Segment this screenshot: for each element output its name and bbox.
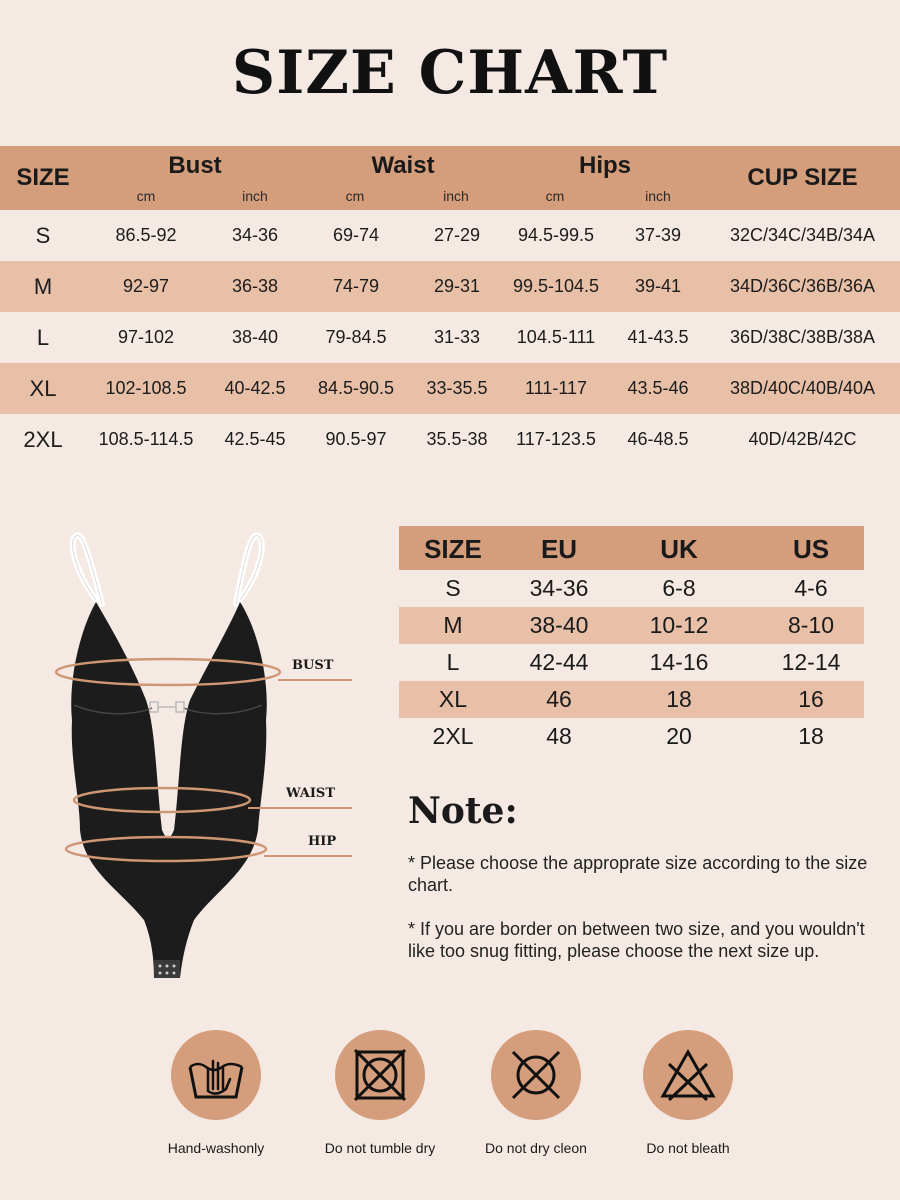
hips-cm-cell: 99.5-104.5 — [512, 276, 600, 296]
hips-cm-cell: 94.5-99.5 — [517, 225, 595, 245]
care-label: Do not dry cleon — [485, 1140, 587, 1156]
page-title: SIZE CHART — [231, 38, 669, 108]
waist-inch-cell: 33-35.5 — [426, 378, 488, 398]
conv-uk-cell: 14-16 — [649, 649, 709, 675]
waist-label: WAIST — [286, 786, 335, 801]
hips-cm-cell: 111-117 — [524, 378, 588, 398]
conversion-row — [399, 607, 864, 644]
conv-eu-cell: 38-40 — [529, 612, 589, 638]
hips-inch-cell: 41-43.5 — [627, 327, 689, 347]
conv-eu-cell: 34-36 — [529, 575, 589, 601]
header-unit: cm — [345, 188, 365, 204]
cup-size-cell: 36D/38C/38B/38A — [729, 327, 876, 347]
note-paragraph: * If you are border on between two size, and you wouldn't like too snug fitting, please choose the next size up. — [408, 919, 865, 961]
hips-inch-cell: 46-48.5 — [627, 429, 689, 449]
hand-wash-icon — [171, 1030, 261, 1120]
conv-uk-cell: 20 — [666, 723, 692, 749]
bust-cm-cell: 86.5-92 — [115, 225, 177, 245]
conv-us-cell: 4-6 — [794, 575, 828, 601]
bodysuit-icon — [40, 530, 370, 1000]
bust-inch-cell: 40-42.5 — [224, 378, 286, 398]
waist-inch-cell: 35.5-38 — [426, 429, 488, 449]
header-size: SIZE — [16, 164, 70, 191]
conv-header-size: SIZE — [424, 534, 482, 564]
header-unit: inch — [242, 188, 268, 204]
care-item-no-dry-clean — [485, 1030, 587, 1156]
care-item-no-tumble-dry — [324, 1030, 436, 1156]
no-dry-clean-icon — [491, 1030, 581, 1120]
bust-inch-cell: 34-36 — [231, 225, 279, 245]
conversion-row — [399, 681, 864, 718]
conv-uk-cell: 10-12 — [649, 612, 709, 638]
table-row — [0, 261, 900, 312]
care-label: Do not bleath — [646, 1140, 730, 1156]
bust-cm-cell: 97-102 — [117, 327, 175, 347]
conv-size-cell: 2XL — [432, 723, 474, 749]
size-cell: XL — [29, 376, 57, 401]
conv-us-cell: 8-10 — [787, 612, 835, 638]
cup-size-cell: 38D/40C/40B/40A — [729, 378, 876, 398]
conv-us-cell: 18 — [798, 723, 824, 749]
header-unit: cm — [545, 188, 565, 204]
hip-label: HIP — [308, 834, 337, 849]
bust-inch-cell: 36-38 — [231, 276, 279, 296]
size-cell: 2XL — [23, 427, 63, 452]
hips-cm-cell: 104.5-111 — [516, 327, 596, 347]
bodysuit-illustration — [40, 530, 370, 1000]
conv-uk-cell: 6-8 — [662, 575, 696, 601]
conv-size-cell: L — [446, 649, 460, 675]
care-item-hand-wash — [166, 1030, 266, 1156]
care-item-no-bleach — [638, 1030, 738, 1156]
conv-header-us: US — [792, 534, 830, 564]
waist-inch-cell: 29-31 — [433, 276, 481, 296]
size-chart-table — [0, 146, 900, 465]
hips-inch-cell: 43.5-46 — [627, 378, 689, 398]
table-row — [0, 210, 900, 261]
note-title: Note: — [408, 790, 518, 832]
waist-cm-cell: 84.5-90.5 — [317, 378, 395, 398]
conversion-table — [399, 526, 864, 755]
header-bust: Bust — [168, 152, 222, 179]
conversion-row — [399, 718, 864, 755]
no-tumble-dry-icon — [335, 1030, 425, 1120]
size-cell: M — [33, 274, 53, 299]
conv-size-cell: S — [445, 575, 461, 601]
header-unit: cm — [136, 188, 156, 204]
table-row — [0, 414, 900, 465]
conv-uk-cell: 18 — [666, 686, 692, 712]
header-unit: inch — [645, 188, 671, 204]
size-cell: S — [35, 223, 51, 248]
conv-us-cell: 12-14 — [781, 649, 841, 675]
waist-cm-cell: 79-84.5 — [325, 327, 387, 347]
cup-size-cell: 32C/34C/34B/34A — [729, 225, 876, 245]
hips-inch-cell: 37-39 — [634, 225, 682, 245]
table-row — [0, 363, 900, 414]
size-cell: L — [36, 325, 50, 350]
conv-header-uk: UK — [660, 534, 698, 564]
conv-eu-cell: 42-44 — [529, 649, 589, 675]
conv-eu-cell: 48 — [546, 723, 572, 749]
bust-cm-cell: 102-108.5 — [105, 378, 187, 398]
waist-cm-cell: 74-79 — [332, 276, 380, 296]
cup-size-cell: 34D/36C/36B/36A — [729, 276, 876, 296]
conversion-row — [399, 570, 864, 607]
conv-eu-cell: 46 — [546, 686, 572, 712]
bust-inch-cell: 38-40 — [231, 327, 279, 347]
bust-label: BUST — [292, 658, 334, 673]
conv-size-cell: XL — [438, 686, 468, 712]
care-label: Do not tumble dry — [324, 1140, 436, 1156]
conv-size-cell: M — [443, 612, 463, 638]
table-header — [0, 146, 900, 210]
bust-cm-cell: 92-97 — [122, 276, 170, 296]
conv-us-cell: 16 — [798, 686, 824, 712]
hips-inch-cell: 39-41 — [634, 276, 682, 296]
bust-inch-cell: 42.5-45 — [224, 429, 286, 449]
waist-inch-cell: 31-33 — [433, 327, 481, 347]
waist-inch-cell: 27-29 — [433, 225, 481, 245]
conversion-row — [399, 644, 864, 681]
conversion-table-header — [399, 526, 864, 570]
hips-cm-cell: 117-123.5 — [516, 429, 596, 449]
header-unit: inch — [443, 188, 469, 204]
waist-cm-cell: 69-74 — [332, 225, 380, 245]
table-row — [0, 312, 900, 363]
note-paragraph: * Please choose the approprate size according to the size chart. — [408, 853, 868, 895]
waist-cm-cell: 90.5-97 — [325, 429, 387, 449]
conv-header-eu: EU — [540, 534, 578, 564]
bust-cm-cell: 108.5-114.5 — [98, 429, 194, 449]
header-cup-size: CUP SIZE — [747, 164, 858, 191]
care-label: Hand-washonly — [167, 1140, 265, 1156]
header-hips: Hips — [578, 152, 631, 179]
no-bleach-icon — [643, 1030, 733, 1120]
cup-size-cell: 40D/42B/42C — [748, 429, 857, 449]
header-waist: Waist — [371, 152, 435, 179]
